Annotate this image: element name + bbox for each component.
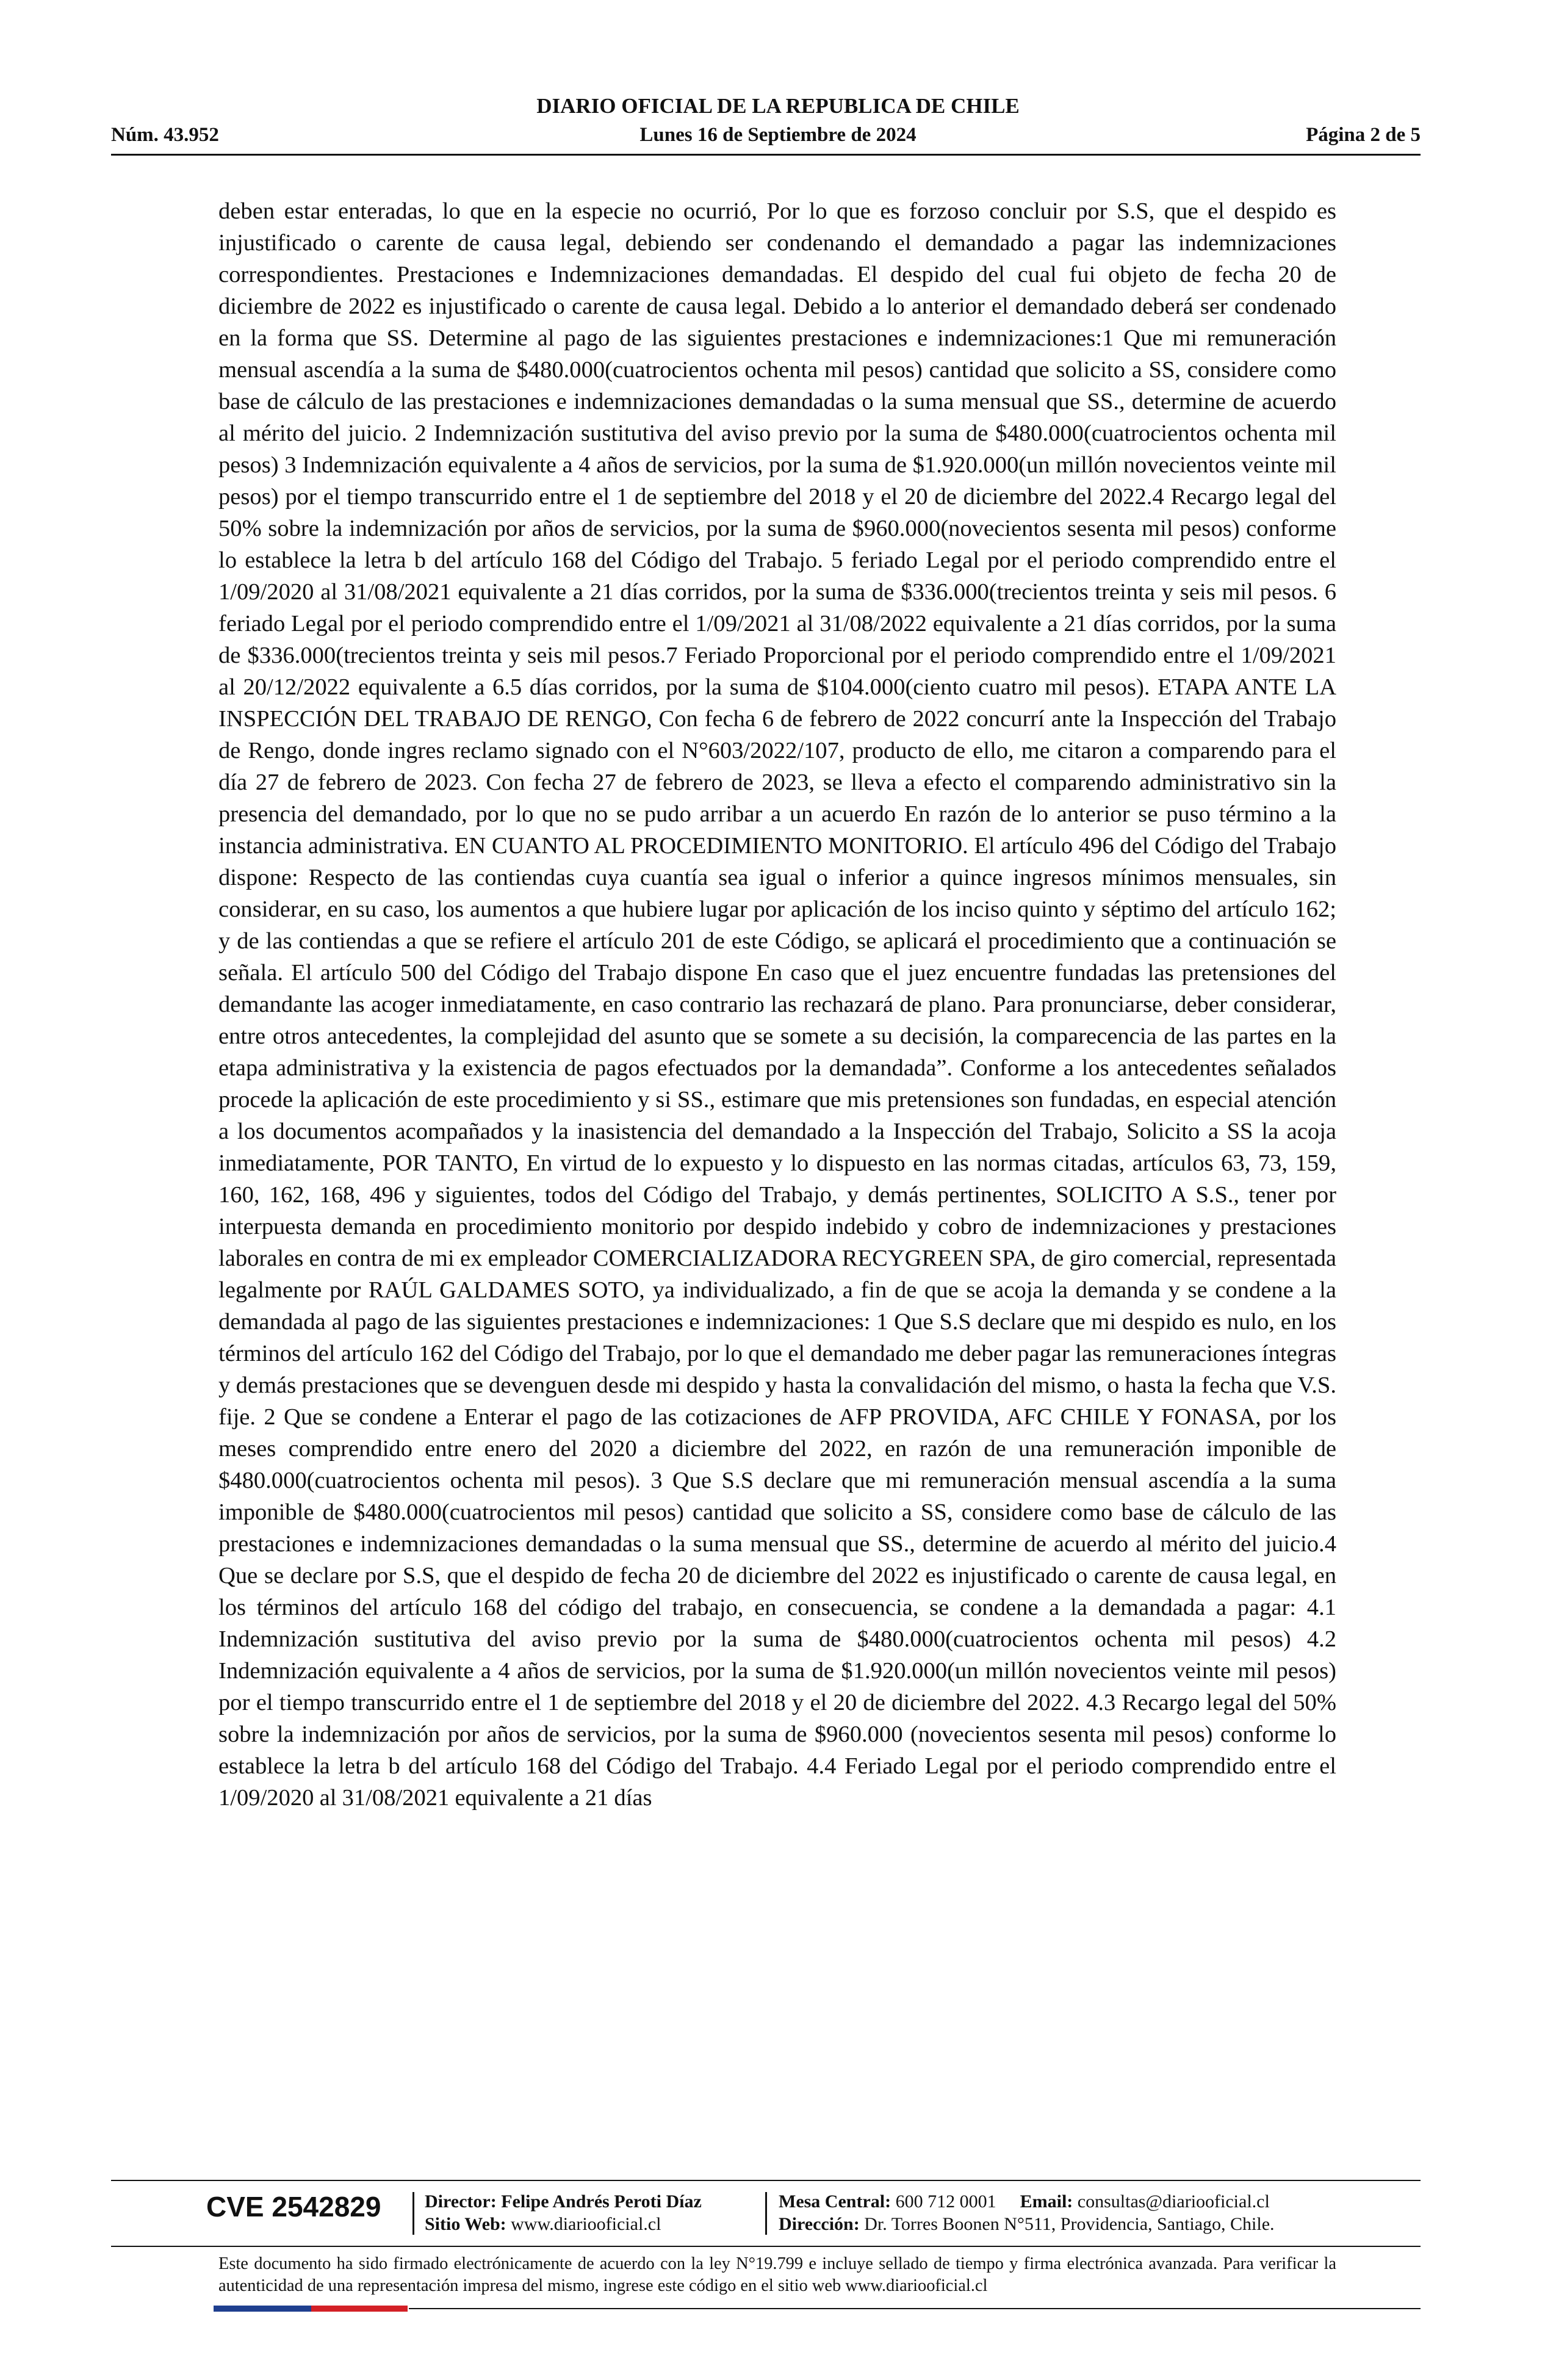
phone-value: 600 712 0001 (895, 2191, 996, 2212)
website-label: Sitio Web: (425, 2214, 506, 2234)
flag-stripe-blue (214, 2306, 311, 2312)
director-label: Director: (425, 2191, 497, 2212)
address-label: Dirección: (779, 2214, 860, 2234)
footer-divider-middle (111, 2246, 1421, 2247)
footer-separator (765, 2192, 767, 2235)
phone-label: Mesa Central: (779, 2191, 891, 2212)
footer-separator (412, 2192, 414, 2235)
footer-contact (779, 2191, 1270, 2213)
website-link[interactable]: www.diariooficial.cl (511, 2214, 661, 2234)
header-divider (111, 154, 1421, 156)
signature-notice: Este documento ha sido firmado electrónicamente de acuerdo con la ley N°19.799 e incluye sellado de tiempo y firma electrónica avanzada. Para verificar la autenticidad de una representación impresa del mismo, ingrese este código en el sitio web www.diariooficial.cl (218, 2254, 1336, 2295)
director-name: Felipe Andrés Peroti Díaz (501, 2191, 702, 2212)
footer-website (425, 2213, 661, 2235)
page-indicator: Página 2 de 5 (1306, 124, 1421, 146)
footer-director (425, 2191, 702, 2213)
footer-divider-top (111, 2180, 1421, 2181)
cve-code: CVE 2542829 (206, 2191, 381, 2223)
email-label: Email: (1020, 2191, 1073, 2212)
issue-date: Lunes 16 de Septiembre de 2024 (639, 124, 917, 146)
footer-address (779, 2213, 1275, 2235)
journal-title: DIARIO OFICIAL DE LA REPUBLICA DE CHILE (536, 94, 1020, 118)
issue-number: Núm. 43.952 (111, 124, 219, 146)
address-value: Dr. Torres Boonen N°511, Providencia, Santiago, Chile. (864, 2214, 1275, 2234)
email-link[interactable]: consultas@diariooficial.cl (1077, 2191, 1270, 2212)
flag-stripe-red (311, 2306, 408, 2312)
footer-divider-bottom (409, 2308, 1421, 2309)
body-paragraph: deben estar enteradas, lo que en la especie no ocurrió, Por lo que es forzoso concluir por S.S, que el despido es injustificado o carente de causa legal, debiendo ser condenando el demandado a pagar las indemnizaciones correspondientes. Prestaciones e Indemnizaciones demandadas. El despido del cual fui objeto de fecha 20 de diciembre de 2022 es injustificado o carente de causa legal. Debido a lo anterior el demandado deberá ser condenado en la forma que SS. Determine al pago de las siguientes prestaciones e indemnizaciones:1 Que mi remuneración mensual ascendía a la suma de $480.000(cuatrocientos ochenta mil pesos) cantidad que solicito a SS, considere como base de cálculo de las prestaciones e indemnizaciones demandadas o la suma mensual que SS., determine de acuerdo al mérito del juicio. 2 Indemnización sustitutiva del aviso previo por la suma de $480.000(cuatrocientos ochenta mil pesos) 3 Indemnización equivalente a 4 años de servicios, por la suma de $1.920.000(un millón novecientos veinte mil pesos) por el tiempo transcurrido entre el 1 de septiembre del 2018 y el 20 de diciembre del 2022.4 Recargo legal del 50% sobre la indemnización por años de servicios, por la suma de $960.000(novecientos sesenta mil pesos) conforme lo establece la letra b del artículo 168 del Código del Trabajo. 5 feriado Legal por el periodo comprendido entre el 1/09/2020 al 31/08/2021 equivalente a 21 días corridos, por la suma de $336.000(trecientos treinta y seis mil pesos. 6 feriado Legal por el periodo comprendido entre el 1/09/2021 al 31/08/2022 equivalente a 21 días corridos, por la suma de $336.000(trecientos treinta y seis mil pesos.7 Feriado Proporcional por el periodo comprendido entre el 1/09/2021 al 20/12/2022 equivalente a 6.5 días corridos, por la suma de $104.000(ciento cuatro mil pesos). ETAPA ANTE LA INSPECCIÓN DEL TRABAJO DE RENGO, Con fecha 6 de febrero de 2022 concurrí ante la Inspección del Trabajo de Rengo, donde ingres reclamo signado con el N°603/2022/107, producto de ello, me citaron a comparendo para el día 27 de febrero de 2023. Con fecha 27 de febrero de 2023, se lleva a efecto el comparendo administrativo sin la presencia del demandado, por lo que no se pudo arribar a un acuerdo En razón de lo anterior se puso término a la instancia administrativa. EN CUANTO AL PROCEDIMIENTO MONITORIO. El artículo 496 del Código del Trabajo dispone: Respecto de las contiendas cuya cuantía sea igual o inferior a quince ingresos mínimos mensuales, sin considerar, en su caso, los aumentos a que hubiere lugar por aplicación de los inciso quinto y séptimo del artículo 162; y de las contiendas a que se refiere el artículo 201 de este Código, se aplicará el procedimiento que a continuación se señala. El artículo 500 del Código del Trabajo dispone En caso que el juez encuentre fundadas las pretensiones del demandante las acoger inmediatamente, en caso contrario las rechazará de plano. Para pronunciarse, deber considerar, entre otros antecedentes, la complejidad del asunto que se somete a su decisión, la comparecencia de las partes en la etapa administrativa y la existencia de pagos efectuados por la demandada”. Conforme a los antecedentes señalados procede la aplicación de este procedimiento y si SS., estimare que mis pretensiones son fundadas, en especial atención a los documentos acompañados y la inasistencia del demandado a la Inspección del Trabajo, Solicito a SS la acoja inmediatamente, POR TANTO, En virtud de lo expuesto y lo dispuesto en las normas citadas, artículos 63, 73, 159, 160, 162, 168, 496 y siguientes, todos del Código del Trabajo, y demás pertinentes, SOLICITO A S.S., tener por interpuesta demanda en procedimiento monitorio por despido indebido y cobro de indemnizaciones y prestaciones laborales en contra de mi ex empleador COMERCIALIZADORA RECYGREEN SPA, de giro comercial, representada legalmente por RAÚL GALDAMES SOTO, ya individualizado, a fin de que se acoja la demanda y se condene a la demandada al pago de las siguientes prestaciones e indemnizaciones: 1 Que S.S declare que mi despido es nulo, en los términos del artículo 162 del Código del Trabajo, por lo que el demandado me deber pagar las remuneraciones íntegras y demás prestaciones que se devenguen desde mi despido y hasta la convalidación del mismo, o hasta la fecha que V.S. fije. 2 Que se condene a Enterar el pago de las cotizaciones de AFP PROVIDA, AFC CHILE Y FONASA, por los meses comprendido entre enero del 2020 a diciembre del 2022, en razón de una remuneración imponible de $480.000(cuatrocientos ochenta mil pesos). 3 Que S.S declare que mi remuneración mensual ascendía a la suma imponible de $480.000(cuatrocientos mil pesos) cantidad que solicito a SS, considere como base de cálculo de las prestaciones e indemnizaciones demandadas o la suma mensual que SS., determine de acuerdo al mérito del juicio.4 Que se declare por S.S, que el despido de fecha 20 de diciembre del 2022 es injustificado o carente de causa legal, en los términos del artículo 168 del código del trabajo, en consecuencia, se condene a la demandada a pagar: 4.1 Indemnización sustitutiva del aviso previo por la suma de $480.000(cuatrocientos ochenta mil pesos) 4.2 Indemnización equivalente a 4 años de servicios, por la suma de $1.920.000(un millón novecientos veinte mil pesos) por el tiempo transcurrido entre el 1 de septiembre del 2018 y el 20 de diciembre del 2022. 4.3 Recargo legal del 50% sobre la indemnización por años de servicios, por la suma de $960.000 (novecientos sesenta mil pesos) conforme lo establece la letra b del artículo 168 del Código del Trabajo. 4.4 Feriado Legal por el periodo comprendido entre el 1/09/2020 al 31/08/2021 equivalente a 21 días (218, 198, 1336, 1811)
